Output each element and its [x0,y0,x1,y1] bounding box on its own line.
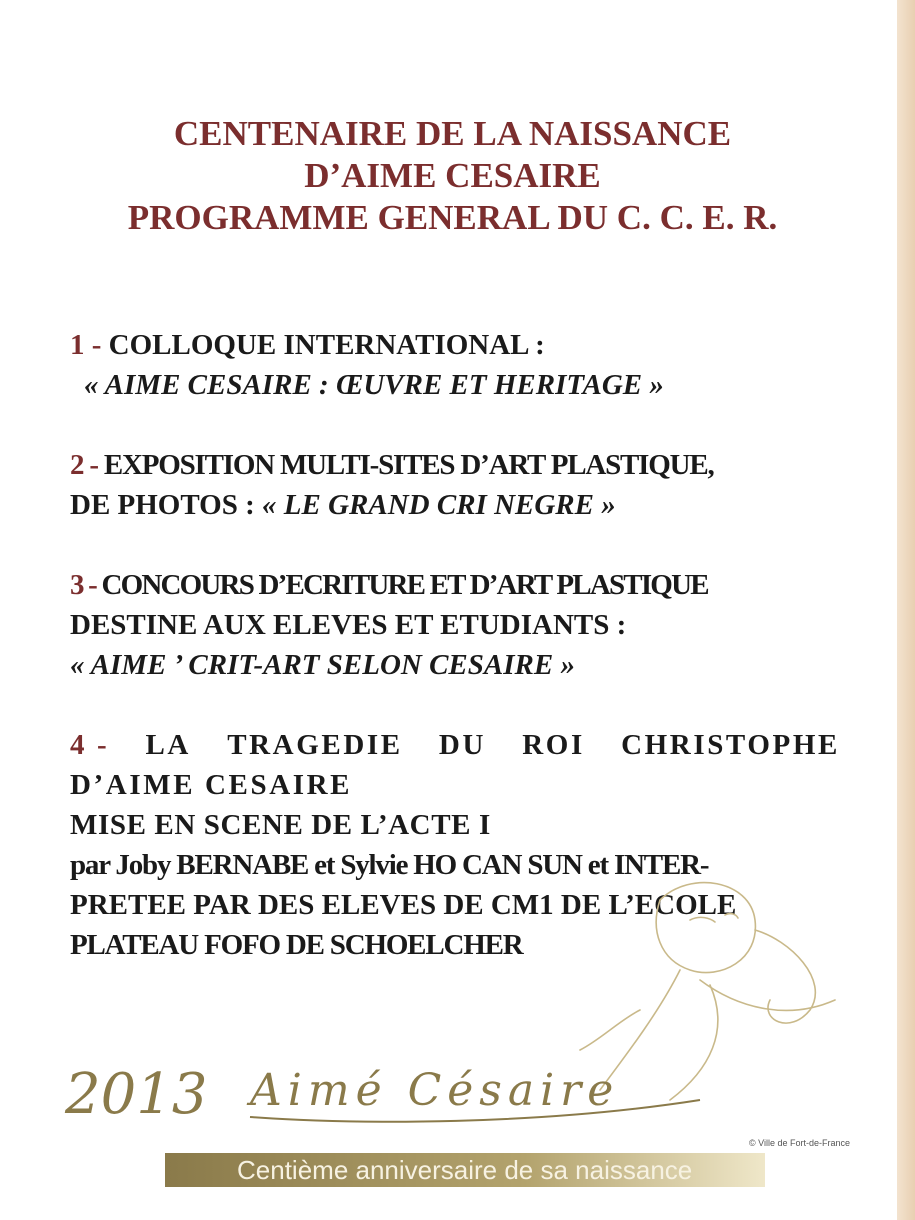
heading-word: ROI [522,729,585,761]
program-item-2 [70,445,840,525]
item-heading: CONCOURS D’ECRITURE ET D’ART PLASTIQUE [96,569,708,601]
heading-word: TRAGEDIE [227,729,403,761]
signature-mark: Aimé Césaire [250,1065,620,1116]
item-subtitle: « AIME CESAIRE : ŒUVRE ET HERITAGE » [84,369,664,401]
item-heading: EXPOSITION MULTI-SITES D’ART PLASTIQUE, [97,449,714,481]
program-item-3 [70,565,840,685]
copyright-credit: © Ville de Fort-de-France [748,1138,850,1148]
title-line-3: PROGRAMME GENERAL DU C. C. E. R. [127,198,778,237]
item-line-prefix: DE PHOTOS : [70,489,263,521]
year-mark: 2013 [65,1062,208,1127]
heading-word: CHRISTOPHE [621,729,840,761]
title-line-1: CENTENAIRE DE LA NAISSANCE [173,114,732,153]
item-line: D’AIME CESAIRE [70,769,353,801]
title-line-2: D’AIME CESAIRE [304,156,601,195]
item-number: 1 - [70,329,102,361]
item-heading: COLLOQUE INTERNATIONAL : [101,329,545,361]
item-line: PLATEAU FOFO DE SCHOELCHER [70,929,523,961]
banner-text: Centième anniversaire de sa naissance [237,1155,693,1185]
heading-word: LA [145,729,191,761]
anniversary-banner [165,1153,765,1187]
item-number: 2 - [70,449,98,481]
heading-word: DU [438,729,487,761]
page-title [0,113,905,239]
item-number: 4 - [70,729,110,761]
item-line: PRETEE PAR DES ELEVES DE CM1 DE L’ECOLE [70,889,737,921]
item-line: DESTINE AUX ELEVES ET ETUDIANTS : [70,609,627,641]
item-heading [70,725,840,765]
signature-artwork [60,1055,840,1135]
item-subtitle: « LE GRAND CRI NEGRE » [262,489,616,521]
item-line: MISE EN SCENE DE L’ACTE I [70,809,491,841]
program-item-1 [70,325,840,405]
item-number: 3 - [70,569,97,601]
item-line: par Joby BERNABE et Sylvie HO CAN SUN et INTER- [70,849,709,881]
item-subtitle: « AIME ’ CRIT-ART SELON CESAIRE » [70,649,575,681]
